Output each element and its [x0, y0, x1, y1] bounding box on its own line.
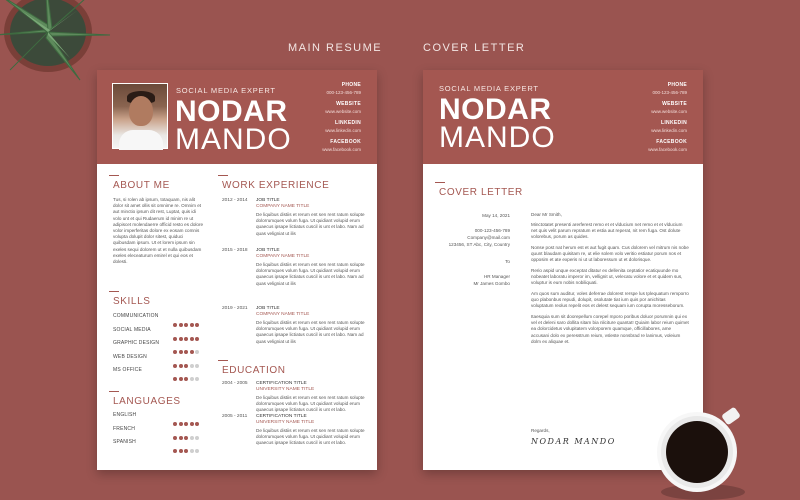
- skill-name: SOCIAL MEDIA: [113, 326, 151, 333]
- contact-value: 000-123-456-789: [652, 90, 687, 95]
- education-description: De liquibus distiis et rerum ent sen rent ratum solupte dolorrumques volum fuga. Ut quidiant volupid erum quaecus ipsape lictiatus cuscil is unt et labo.: [256, 395, 365, 413]
- about-text: Tus, si rolen ab ipsum, totaquam, nis alit dolor sit amet ollis sit omnime re. Omnim et aut minctio ipsum dit rest, Luptat, quis idi volo unt et qui Rudaerum id minim re ut adipiscet molendaerre officid resto es dolore volor imperferitas dolore ex eosam comnis volupta dolupit dolor sitest, quiduci quibusdam ipsum. Ut et lorem ipsum sin exeles sequi dolorem ut et nulla quibusdam exeles eleceaturum emirel et qui eos et dolesti.: [113, 197, 204, 265]
- skills-title: SKILLS: [113, 296, 151, 307]
- greeting: Dear Mr Smith,: [531, 212, 562, 217]
- sender-email: Company@mail.com: [467, 235, 510, 240]
- letter-paragraph: Rerio aspid unque exceptat ditatur ex dellenita ceptatior ecatiquunde mo nobeatet laboratu imperor im, vellignit ut, velecatu volore et et quidem sus, voluptur is eum nobis nobiliquati.: [531, 268, 683, 286]
- profile-photo: [112, 83, 168, 149]
- work-description: De liquibus distiis et rerum ent sen rent ratum solupte dolorrumques volum fuga. Ut quidiant volupid erum quaecus ipsape lictiatus cuscil is unt et labo. Nam ad quas veligniat ut ilis: [256, 212, 365, 236]
- contact-label: FACEBOOK: [656, 139, 687, 145]
- language-rating: [173, 440, 201, 458]
- rating-dot: [179, 449, 183, 453]
- skill-name: GRAPHIC DESIGN: [113, 340, 160, 346]
- work-date: 2019 - 2021: [222, 306, 248, 311]
- to-label: To: [505, 259, 510, 264]
- cover-header: [423, 70, 703, 164]
- rating-dot: [173, 449, 177, 453]
- last-name: MANDO: [175, 123, 292, 156]
- role-title: SOCIAL MEDIA EXPERT: [176, 86, 276, 95]
- job-title: JOB TITLE: [256, 306, 280, 311]
- skill-name: MS OFFICE: [113, 367, 143, 373]
- contact-label: FACEBOOK: [330, 139, 361, 145]
- skill-row: [113, 327, 203, 335]
- recipient-name: Mr James Gombo: [473, 281, 510, 286]
- contact-value: www.facebook.com: [648, 147, 687, 152]
- work-date: 2015 - 2018: [222, 248, 248, 253]
- education-date: 2004 - 2005: [222, 381, 248, 386]
- language-row: [113, 439, 203, 447]
- contact-value: 000-123-456-789: [326, 90, 361, 95]
- skill-row: [113, 367, 203, 375]
- skill-name: WEB DESIGN: [113, 353, 147, 360]
- contact-block: [291, 82, 361, 152]
- rating-dot: [190, 449, 194, 453]
- cover-letter-label: COVER LETTER: [423, 42, 526, 54]
- contact-value: www.linkedin.com: [651, 128, 687, 133]
- signature: NODAR MANDO: [531, 437, 616, 446]
- contact-label: LINKEDIN: [334, 120, 361, 126]
- rating-dot: [190, 377, 194, 381]
- language-name: FRENCH: [113, 425, 136, 432]
- education-date: 2005 - 2011: [222, 414, 248, 419]
- education-title: EDUCATION: [222, 365, 286, 376]
- rating-dot: [179, 377, 183, 381]
- skill-rating: [173, 368, 201, 386]
- skill-row: [113, 340, 203, 348]
- language-name: SPANISH: [113, 439, 136, 445]
- work-description: De liquibus distiis et rerum ent sen rent ratum solupte dolorrumques volum fuga. Ut quidiant volupid erum quaecus ipsape lictiatus cuscil is unt et labo. Nam ad quas veligniat ut ilis: [256, 320, 365, 344]
- letter-date: May 14, 2021: [482, 213, 510, 218]
- certification-title: CERTIFICATION TITLE: [256, 414, 307, 419]
- contact-label: WEBSITE: [662, 101, 687, 107]
- contact-value: www.facebook.com: [322, 147, 361, 152]
- cover-role-title: SOCIAL MEDIA EXPERT: [439, 84, 539, 93]
- company-name: COMPANY NAME TITLE: [256, 204, 310, 209]
- resume-header: [97, 70, 377, 164]
- page-labels: [0, 42, 800, 56]
- contact-value: www.linkedin.com: [325, 128, 361, 133]
- language-name: ENGLISH: [113, 412, 137, 418]
- resume-page: [97, 70, 377, 470]
- rating-dot: [173, 377, 177, 381]
- cover-section-title: COVER LETTER: [439, 187, 523, 198]
- languages-title: LANGUAGES: [113, 396, 181, 407]
- recipient-block: [473, 273, 510, 287]
- language-row: [113, 412, 203, 420]
- cover-last-name: MANDO: [439, 121, 556, 154]
- regards: Regards,: [531, 428, 550, 433]
- contact-label: PHONE: [341, 82, 361, 88]
- letter-paragraph: Am quos sum auditur, voles deferrae dolorest rerspe lus Iplequatum remporro quo plabonbus repudi, dolupit, osolutate tiat ium quis por anichitas voluptatum reolus repelit eos et delest sequam ium corupta moresseborum.: [531, 291, 689, 309]
- contact-label: WEBSITE: [336, 101, 361, 107]
- education-description: De liquibus distiis et rerum ent sen rent ratum solupte dolorrumques volum fuga. Ut quidiant volupid erum quaecus ipsape lictiatus cuscil is unt et labo.: [256, 428, 365, 446]
- work-title: WORK EXPERIENCE: [222, 180, 330, 191]
- language-row: [113, 426, 203, 434]
- sender-phone: 000-123-456-789: [474, 228, 510, 233]
- letter-paragraph: Nonse post nat herum est et aut fugit quam. Cus dolorem vel mitrum nis nobe quunt blaudam quisitam re, ut elie solem volo veritio estiatur porum nos et opposim et ate experis ni ut ut laboressum ut et dolorisque.: [531, 245, 689, 263]
- contact-label: LINKEDIN: [660, 120, 687, 126]
- rating-dot: [184, 449, 188, 453]
- job-title: JOB TITLE: [256, 248, 280, 253]
- letter-paragraph: Minctotatet presenti arerferest remo et et vlducium net remo et et vlducium net quis velit parum repratum et estia aut reperat, nit rem fuga. Ost dolute volorebus, porum as quides.: [531, 222, 683, 240]
- contact-label: PHONE: [667, 82, 687, 88]
- sender-address: 123456, ST Abc, City, Country: [448, 242, 510, 247]
- university-name: UNIVERSITY NAME TITLE: [256, 420, 315, 425]
- cover-contact-block: [617, 82, 687, 152]
- job-title: JOB TITLE: [256, 198, 280, 203]
- contact-value: www.website.com: [325, 109, 361, 114]
- work-description: De liquibus distiis et rerum ent sen rent ratum solupte dolorrumques volum fuga. Ut quidiant volupid erum quaecus ipsape lictiatus cuscil is unt et labo. Nam ad quas veligniat ut ilis: [256, 262, 365, 286]
- letter-paragraph: Itaesquia sum sit doorepellum corepel mporo poribus doluor porumnin qui ex vel et deleni saro dollita sitam bia nliciture quantat! Quiaim labor reium quimet ea dolorcidetus volupitatem volorporem quamque, officillabores, ame accusani dolo ex peresstrum reium, vsleste nonsbrad re lanimus, voleium dolm ex aliquae et.: [531, 314, 689, 344]
- university-name: UNIVERSITY NAME TITLE: [256, 387, 315, 392]
- company-name: COMPANY NAME TITLE: [256, 312, 310, 317]
- about-title: ABOUT ME: [113, 180, 170, 191]
- rating-dot: [195, 377, 199, 381]
- first-name: NODAR: [175, 95, 288, 128]
- certification-title: CERTIFICATION TITLE: [256, 381, 307, 386]
- recipient-title: HR Manager: [483, 274, 510, 279]
- skill-row: [113, 354, 203, 362]
- main-resume-label: MAIN RESUME: [288, 42, 383, 54]
- coffee-cup-image: [655, 400, 755, 500]
- rating-dot: [184, 377, 188, 381]
- skill-name: COMMUNICATION: [113, 313, 159, 319]
- skill-row: [113, 313, 203, 321]
- cover-first-name: NODAR: [439, 93, 552, 126]
- company-name: COMPANY NAME TITLE: [256, 254, 310, 259]
- rating-dot: [195, 449, 199, 453]
- sender-block: [449, 227, 510, 248]
- contact-value: www.website.com: [651, 109, 687, 114]
- work-date: 2012 - 2014: [222, 198, 248, 203]
